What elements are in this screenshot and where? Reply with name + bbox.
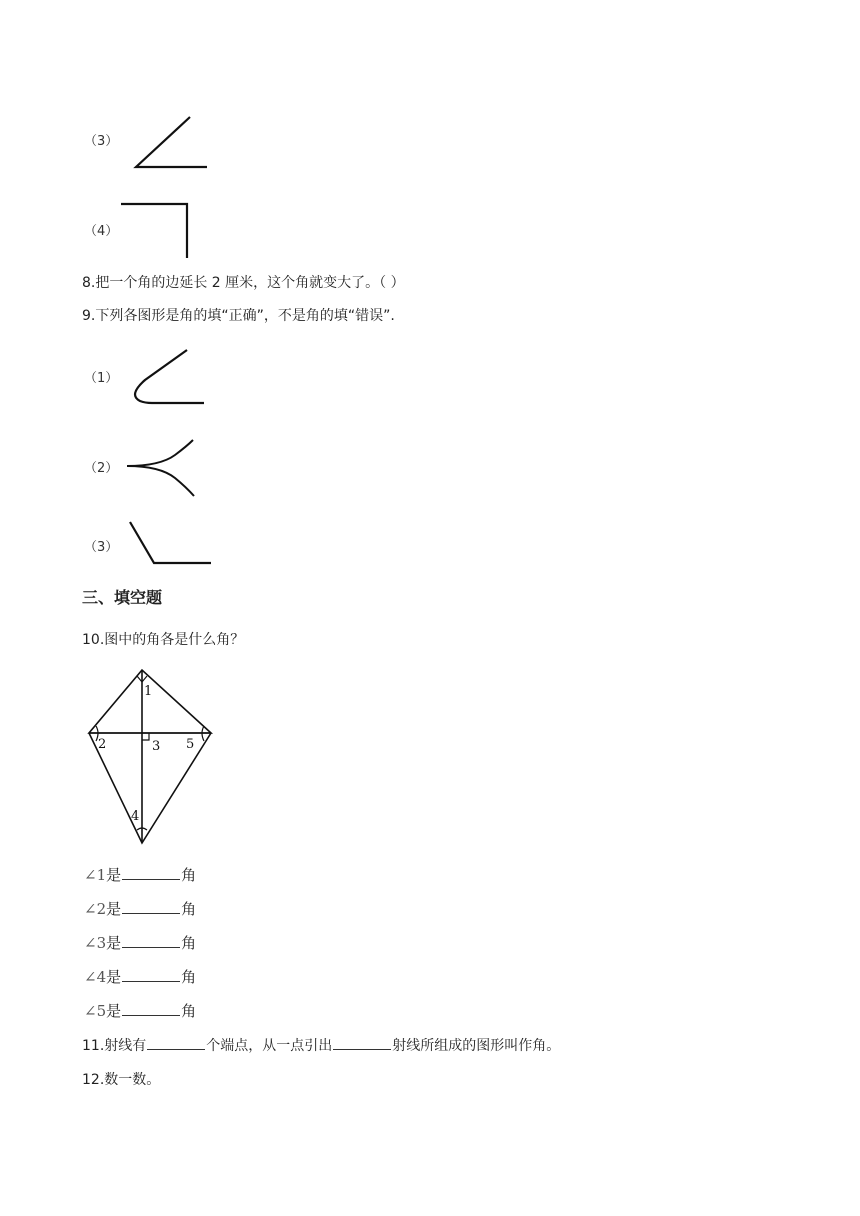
- angle-row-suffix: 角: [181, 900, 197, 918]
- angle-row-text: 是: [106, 900, 122, 918]
- kite-label-2: 2: [98, 737, 107, 752]
- q9-figure-label-1: （1）: [84, 371, 119, 386]
- angle-row-suffix: 角: [181, 866, 197, 884]
- angle-row-text: 是: [106, 968, 122, 986]
- question-9: 9.下列各图形是角的填“正确”，不是角的填“错误”.: [82, 308, 395, 324]
- q9-figure-label-3: （3）: [84, 540, 119, 555]
- answer-blank[interactable]: [122, 1003, 180, 1016]
- angle-row-5: [84, 1000, 196, 1021]
- q11-text-2: 个端点，从一点引出: [206, 1038, 333, 1054]
- answer-blank[interactable]: [122, 901, 180, 914]
- angle-symbol: ∠2: [84, 900, 107, 918]
- angle-row-text: 是: [106, 1002, 122, 1020]
- kite-label-3: 3: [152, 739, 161, 754]
- kite-label-1: 1: [144, 684, 153, 699]
- q9-figure-label-2: （2）: [84, 461, 119, 476]
- angle-symbol: ∠5: [84, 1002, 107, 1020]
- question-12: 12.数一数。: [82, 1072, 161, 1088]
- question-11: [82, 1035, 560, 1055]
- figure-label-4: （4）: [84, 224, 119, 239]
- angle-row-suffix: 角: [181, 934, 197, 952]
- angle-row-2: [84, 898, 196, 919]
- section-title: 三、填空题: [82, 588, 163, 607]
- angle-row-suffix: 角: [181, 1002, 197, 1020]
- angle-symbol: ∠3: [84, 934, 107, 952]
- answer-blank[interactable]: [147, 1037, 205, 1050]
- angle-row-4: [84, 966, 196, 987]
- angle-symbol: ∠4: [84, 968, 107, 986]
- answer-blank[interactable]: [122, 969, 180, 982]
- angle-row-3: [84, 932, 196, 953]
- angle-row-1: [84, 864, 196, 885]
- question-10: 10.图中的角各是什么角？: [82, 632, 245, 648]
- angle-row-text: 是: [106, 866, 122, 884]
- q11-text-3: 射线所组成的图形叫作角。: [392, 1038, 561, 1054]
- answer-blank[interactable]: [122, 867, 180, 880]
- answer-blank[interactable]: [122, 935, 180, 948]
- angle-row-text: 是: [106, 934, 122, 952]
- question-8: 8.把一个角的边延长 2 厘米，这个角就变大了。（ ）: [82, 275, 405, 291]
- answer-blank[interactable]: [333, 1037, 391, 1050]
- angle-symbol: ∠1: [84, 866, 107, 884]
- q11-text-1: 11.射线有: [82, 1038, 147, 1054]
- kite-label-4: 4: [131, 809, 140, 824]
- figure-label-3: （3）: [84, 134, 119, 149]
- kite-label-5: 5: [186, 737, 195, 752]
- angle-row-suffix: 角: [181, 968, 197, 986]
